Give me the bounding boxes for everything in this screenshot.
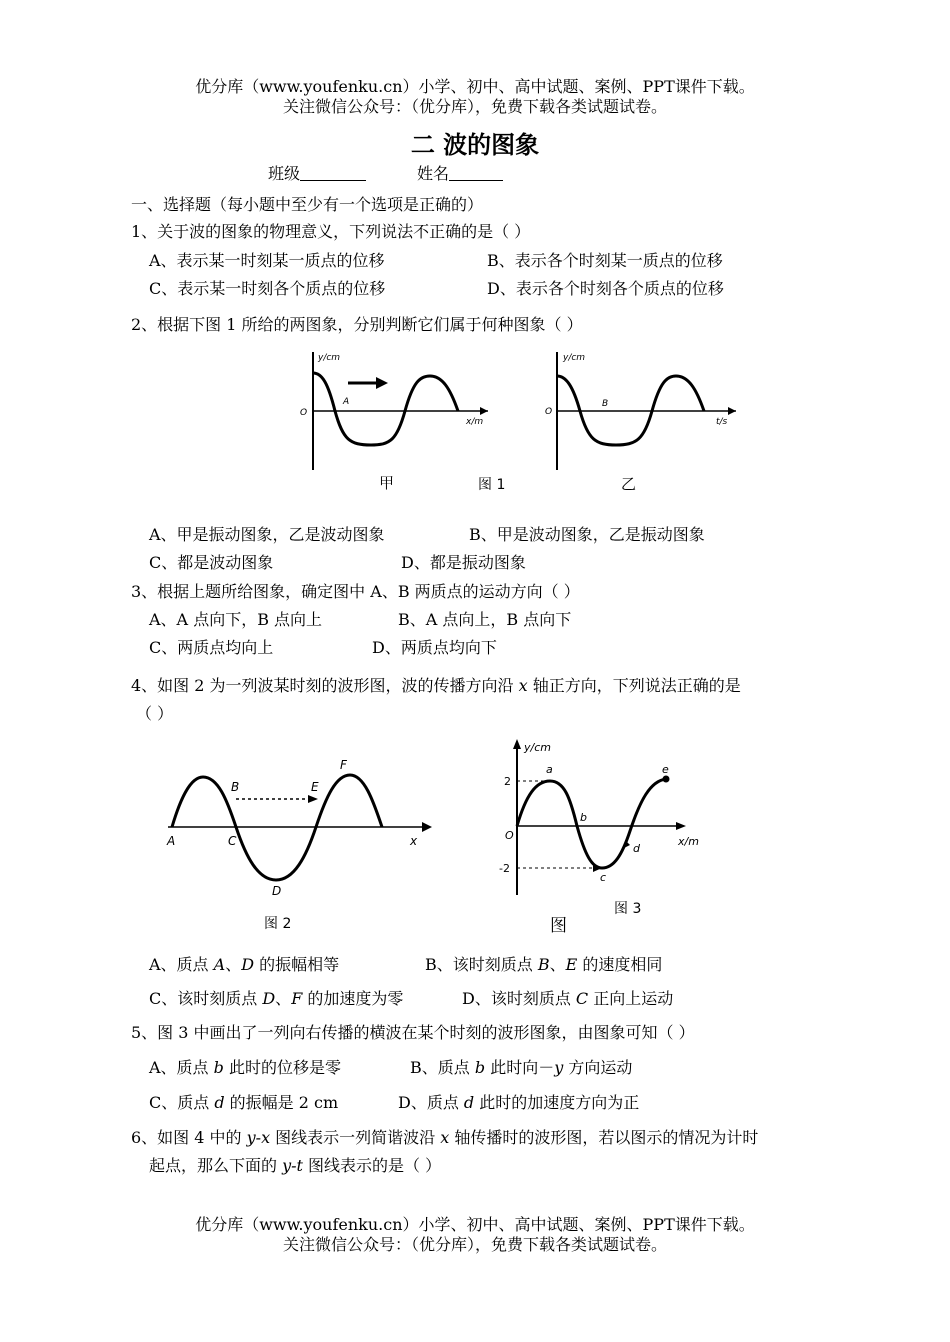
q4-option-c (149, 989, 403, 1009)
fig3-point-e: e (662, 763, 669, 776)
q4-a-v2: D (241, 955, 255, 974)
q4-c-v2: F (291, 989, 303, 1008)
q5-b-var: b (474, 1058, 486, 1077)
fig3-x-arrowhead (676, 822, 686, 830)
header-line-2: 关注微信公众号：（优分库），免费下载各类试题试卷。 (282, 97, 667, 116)
fig2-point-d: D (272, 884, 282, 898)
q6-stem-line2 (149, 1156, 441, 1176)
q3-option-d: D、两质点均向下 (372, 638, 497, 657)
figure-1-right-graph (545, 352, 736, 470)
q4-b-v1: B (537, 955, 550, 974)
q5-b-var2: y (554, 1058, 564, 1077)
fig3-y-arrowhead (513, 739, 521, 749)
q5-option-a (149, 1058, 341, 1078)
q2-option-a: A、甲是振动图象，乙是波动图象 (149, 525, 385, 544)
q4-stem-pre: 4、如图 2 为一列波某时刻的波形图，波的传播方向沿 (131, 676, 519, 695)
class-field (268, 164, 366, 184)
fig3-point-c: c (600, 871, 607, 884)
footer-line-2: 关注微信公众号：（优分库），免费下载各类试题试卷。 (282, 1235, 667, 1254)
q1-option-d: D、表示各个时刻各个质点的位移 (487, 279, 724, 298)
q4-d-pre: D、该时刻质点 (462, 989, 576, 1008)
fig2-point-a: A (167, 834, 176, 848)
q5-a-pre: A、质点 (149, 1058, 214, 1077)
fig2-point-c: C (228, 834, 237, 848)
figure-1-left-graph (300, 352, 488, 470)
q6-stem (131, 1128, 758, 1148)
fig1-right-xlabel: t/s (716, 417, 728, 427)
fig1-right-x-arrowhead (728, 407, 736, 415)
q5-c-pre: C、质点 (149, 1093, 215, 1112)
fig2-x-arrowhead (422, 822, 432, 832)
q6-mid1: 图线表示一列简谐波沿 (270, 1128, 441, 1147)
q4-stem-var: x (518, 676, 528, 695)
fig2-xlabel: x (410, 834, 418, 848)
fig2-dashed-arrowhead (308, 795, 318, 803)
q5-d-var: d (463, 1093, 475, 1112)
q6-v2: x (440, 1128, 450, 1147)
q4-stem-line2: （ ） (136, 704, 174, 723)
q4-option-d (462, 989, 673, 1009)
fig3-point-a: a (546, 763, 553, 776)
fig3-caption: 图 3 (614, 901, 642, 917)
fig3-wave (517, 779, 666, 868)
fig3-point-b: b (580, 811, 587, 824)
fig1-label-yi: 乙 (621, 475, 637, 493)
fig1-caption: 图 1 (478, 477, 506, 493)
figure-3 (490, 735, 720, 936)
q1-option-b: B、表示各个时刻某一质点的位移 (487, 251, 723, 270)
q4-b-pre: B、该时刻质点 (425, 955, 538, 974)
q5-b-pre: B、质点 (410, 1058, 475, 1077)
fig1-right-origin: O (545, 407, 553, 417)
q5-b-post: 方向运动 (563, 1058, 633, 1077)
q2-option-c: C、都是波动图象 (149, 553, 274, 572)
fig3-tick-pos: 2 (504, 775, 511, 788)
name-field (417, 164, 503, 184)
q3-stem: 3、根据上题所给图象，确定图中 A、B 两质点的运动方向（ ） (131, 582, 580, 601)
q5-option-b (410, 1058, 632, 1078)
fig3-point-d: d (633, 842, 640, 855)
fig1-direction-arrowhead (376, 377, 388, 389)
fig1-point-b: B (602, 399, 609, 409)
q4-a-v1: A (213, 955, 226, 974)
fig3-caption-duplicate: 图 (550, 916, 567, 936)
fig3-origin: O (505, 829, 514, 842)
q4-a-pre: A、质点 (149, 955, 214, 974)
figure-1 (0, 340, 950, 500)
fig2-caption: 图 2 (264, 916, 292, 932)
figure-2 (160, 745, 450, 945)
fig1-left-xlabel: x/m (466, 417, 484, 427)
q4-b-v2: E (565, 955, 578, 974)
q1-stem: 1、关于波的图象的物理意义，下列说法不正确的是（ ） (131, 222, 531, 241)
q5-a-post: 此时的位移是零 (223, 1058, 341, 1077)
fig1-left-ylabel: y/cm (318, 353, 341, 363)
q4-d-post: 正向上运动 (588, 989, 674, 1008)
fig2-point-e: E (311, 780, 319, 794)
q5-stem: 5、图 3 中画出了一列向右传播的横波在某个时刻的波形图象，由图象可知（ ） (131, 1023, 695, 1042)
q4-a-mid: 、 (225, 955, 242, 974)
q6-line2-post: 图线表示的是（ ） (302, 1156, 442, 1175)
class-blank (300, 164, 366, 181)
q1-option-c: C、表示某一时刻各个质点的位移 (149, 279, 386, 298)
name-label: 姓名 (417, 164, 450, 183)
fig1-right-ylabel: y/cm (563, 353, 586, 363)
fig2-point-b: B (231, 780, 240, 794)
q3-option-c: C、两质点均向上 (149, 638, 274, 657)
q5-option-c (149, 1093, 338, 1113)
section-heading: 一、选择题（每小题中至少有一个选项是正确的） (131, 195, 484, 214)
fig1-left-origin: O (300, 408, 308, 418)
q6-v1: y-x (246, 1128, 271, 1147)
page-title: 二 波的图象 (410, 131, 540, 159)
header-line-1: 优分库（www.youfenku.cn）小学、初中、高中试题、案例、PPT课件下载。 (195, 77, 755, 96)
fig1-left-x-arrowhead (480, 407, 488, 415)
q2-option-b: B、甲是波动图象，乙是振动图象 (469, 525, 705, 544)
q4-c-v1: D (262, 989, 276, 1008)
fig3-xlabel: x/m (678, 835, 699, 848)
q6-mid2: 轴传播时的波形图，若以图示的情况为计时 (449, 1128, 759, 1147)
q4-c-mid: 、 (275, 989, 292, 1008)
q5-c-var: d (214, 1093, 225, 1112)
q6-line2-var: y-t (282, 1156, 303, 1175)
q5-b-mid: 此时向－ (485, 1058, 555, 1077)
q6-pre: 6、如图 4 中的 (131, 1128, 247, 1147)
q4-a-post: 的振幅相等 (254, 955, 340, 974)
q5-a-var: b (213, 1058, 224, 1077)
footer-line-1: 优分库（www.youfenku.cn）小学、初中、高中试题、案例、PPT课件下载。 (195, 1215, 755, 1234)
fig3-point-e-dot (663, 776, 670, 783)
q4-c-pre: C、该时刻质点 (149, 989, 263, 1008)
q4-option-a (149, 955, 339, 975)
q4-b-post: 的速度相同 (577, 955, 663, 974)
q4-b-mid: 、 (549, 955, 566, 974)
q1-option-a: A、表示某一时刻某一质点的位移 (149, 251, 385, 270)
q5-d-pre: D、质点 (398, 1093, 464, 1112)
q5-d-post: 此时的加速度方向为正 (474, 1093, 640, 1112)
fig1-label-jia: 甲 (379, 474, 395, 492)
class-label: 班级 (268, 164, 301, 183)
q6-line2-pre: 起点，那么下面的 (149, 1156, 283, 1175)
q4-stem-post: 轴正方向，下列说法正确的是 (527, 676, 741, 695)
q3-option-a: A、A 点向下，B 点向上 (149, 610, 323, 629)
q2-stem: 2、根据下图 1 所给的两图象，分别判断它们属于何种图象（ ） (131, 315, 583, 334)
q3-option-b: B、A 点向上，B 点向下 (398, 610, 572, 629)
q4-stem (131, 676, 741, 696)
q4-c-post: 的加速度为零 (302, 989, 404, 1008)
fig1-point-a: A (343, 397, 350, 407)
fig3-ylabel: y/cm (524, 741, 551, 754)
q4-d-v1: C (575, 989, 589, 1008)
fig3-tick-neg: -2 (499, 862, 510, 875)
q5-c-post: 的振幅是 2 cm (224, 1093, 339, 1112)
q4-option-b (425, 955, 662, 975)
q2-option-d: D、都是振动图象 (401, 553, 526, 572)
q5-option-d (398, 1093, 639, 1113)
name-blank (449, 164, 503, 181)
fig2-point-f: F (340, 758, 347, 772)
